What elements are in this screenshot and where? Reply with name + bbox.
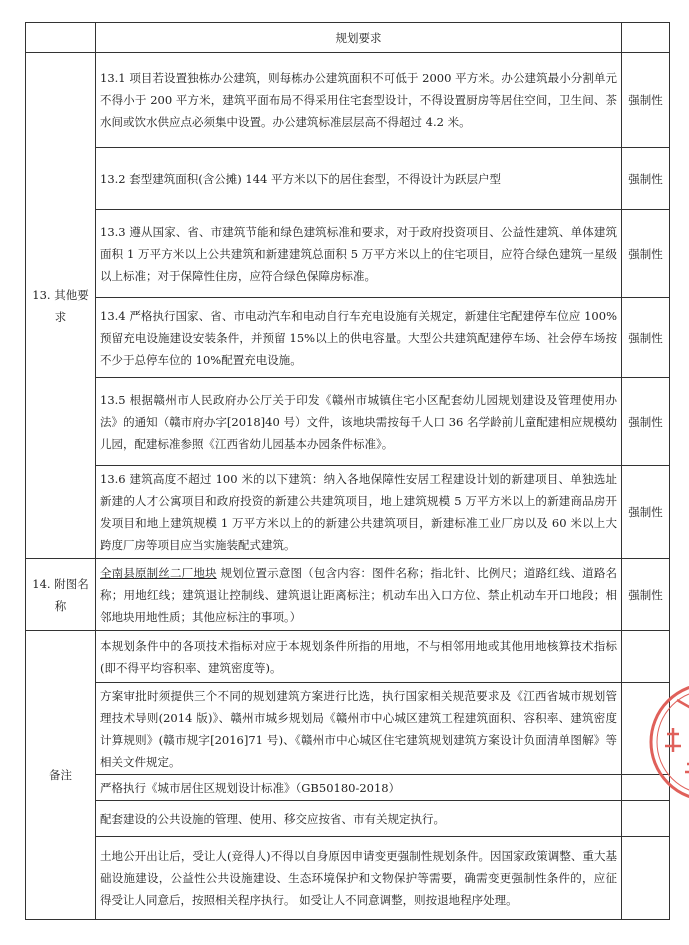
requirement-row (26, 466, 670, 559)
requirement-13-1: 13.1 项目若设置独栋办公建筑，则每栋办公建筑面积不可低于 2000 平方米。办公建筑最小分割单元不得小于 200 平方米，建筑平面布局不得采用住宅套型设计，不得设置厨房等居住空间，卫生间、茶水间或饮水供应点必须集中设置。办公建筑标准层层高不得超过 4.2 米。 (96, 53, 622, 148)
mandatory-tag: 强制性 (622, 210, 670, 298)
note-tag-cell (622, 837, 670, 920)
attachment-text: 规划位置示意图（包含内容：图件名称；指北针、比例尺；道路红线、道路名称；用地红线；建筑退让控制线、建筑退让距离标注；机动车出入口方位、禁止机动车开口地段；相邻地块用地性质；其他应标注的事项。） (100, 565, 617, 624)
mandatory-tag: 强制性 (622, 378, 670, 466)
header-title: 规划要求 (96, 23, 622, 53)
attachment-row (26, 559, 670, 631)
requirement-row (26, 53, 670, 148)
requirement-row (26, 298, 670, 378)
requirement-13-6: 13.6 建筑高度不超过 100 米的以下建筑：纳入各地保障性安居工程建设计划的新建项目、单独选址新建的人才公寓项目和政府投资的新建公共建筑项目，地上建筑规模 5 万平方米以上的新建商品房开发项目和地上建筑规模 1 万平方米以上的的新建公共建筑项目，新建标准工业厂房以及 60 米以上大跨度厂房等项目应当实施装配式建筑。 (96, 466, 622, 559)
requirement-row (26, 378, 670, 466)
note-row (26, 631, 670, 683)
mandatory-tag: 强制性 (622, 53, 670, 148)
note-row (26, 801, 670, 837)
requirement-row (26, 148, 670, 210)
note-5: 土地公开出让后，受让人(竞得人)不得以自身原因申请变更强制性规划条件。因国家政策调整、重大基础设施建设，公益性公共设施建设、生态环境保护和文物保护等需要，确需变更强制性条件的，应征得受让人同意后，按照相关程序执行。 如受让人不同意调整，则按退地程序处理。 (96, 837, 622, 920)
mandatory-tag: 强制性 (622, 148, 670, 210)
note-tag-cell (622, 683, 670, 775)
note-3: 严格执行《城市居住区规划设计标准》（GB50180-2018） (96, 775, 622, 801)
requirement-13-3: 13.3 遵从国家、省、市建筑节能和绿色建筑标准和要求，对于政府投资项目、公益性建筑、单体建筑面积 1 万平方米以上公共建筑和新建建筑总面积 5 万平方米以上的住宅项目，应符合绿色建筑一星级以上标准；对于保障性住房，应符合绿色保障房标准。 (96, 210, 622, 298)
note-tag-cell (622, 801, 670, 837)
header-blank-cell (26, 23, 96, 53)
requirement-13-4: 13.4 严格执行国家、省、市电动汽车和电动自行车充电设施有关规定，新建住宅配建停车位应 100%预留充电设施建设安装条件，并预留 15%以上的供电容量。大型公共建筑配建停车场、社会停车场按不少于总停车位的 10%配置充电设施。 (96, 298, 622, 378)
note-4: 配套建设的公共设施的管理、使用、移交应按省、市有关规定执行。 (96, 801, 622, 837)
section-13-label: 13. 其他要求 (26, 53, 96, 559)
requirement-row (26, 210, 670, 298)
note-row (26, 775, 670, 801)
attachment-description (96, 559, 622, 631)
planning-requirements-table (25, 22, 670, 920)
note-row (26, 683, 670, 775)
note-1: 本规划条件中的各项技术指标对应于本规划条件所指的用地，不与相邻用地或其他用地核算技术指标(即不得平均容积率、建筑密度等)。 (96, 631, 622, 683)
note-row (26, 837, 670, 920)
note-2: 方案审批时须提供三个不同的规划建筑方案进行比选，执行国家相关规范要求及《江西省城市规划管理技术导则(2014 版)》、赣州市城乡规划局《赣州市中心城区建筑工程建筑面积、容积率、建筑密度计算规则》(赣市规字[2016]71 号)、《赣州市中心城区住宅建筑规划建筑方案设计负面清单图解》等相关文件规定。 (96, 683, 622, 775)
note-tag-cell (622, 631, 670, 683)
mandatory-tag: 强制性 (622, 298, 670, 378)
plot-name-link: 全南县原制丝二厂地块 (100, 565, 217, 580)
section-14-label: 14. 附图名称 (26, 559, 96, 631)
mandatory-tag: 强制性 (622, 466, 670, 559)
header-row (26, 23, 670, 53)
mandatory-tag: 强制性 (622, 559, 670, 631)
note-tag-cell (622, 775, 670, 801)
requirement-13-2: 13.2 套型建筑面积(含公摊) 144 平方米以下的居住套型，不得设计为跃层户型 (96, 148, 622, 210)
notes-label: 备注 (26, 631, 96, 920)
header-tag-cell (622, 23, 670, 53)
requirement-13-5: 13.5 根据赣州市人民政府办公厅关于印发《赣州市城镇住宅小区配套幼儿园规划建设及管理使用办法》的通知（赣市府办字[2018]40 号）文件，该地块需按每千人口 36 名学龄前儿童配建相应规模幼儿园，配建标准参照《江西省幼儿园基本办园条件标准》。 (96, 378, 622, 466)
